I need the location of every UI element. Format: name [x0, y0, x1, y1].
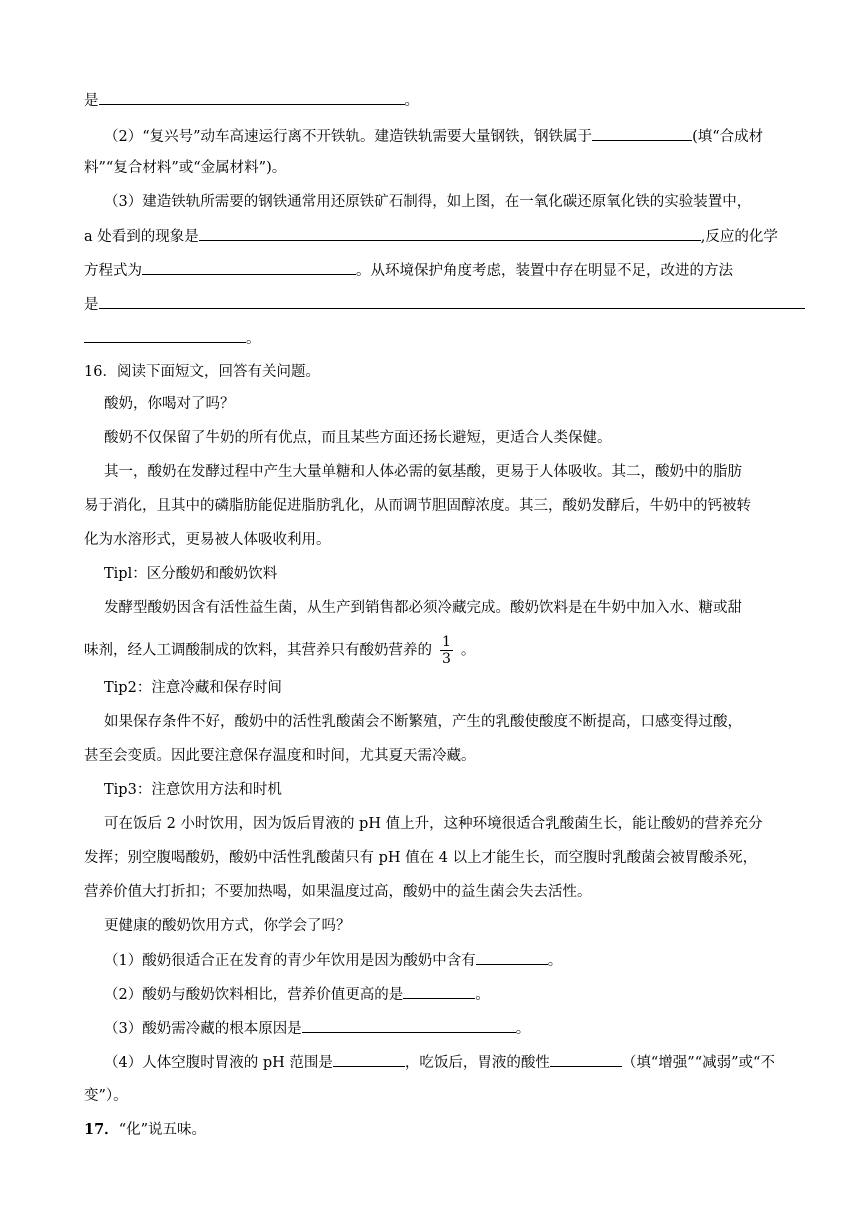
tip-1-paragraph-line-1: 发酵型酸奶因含有活性益生菌，从生产到销售都必须冷藏完成。酸奶饮料是在牛奶中加入水、糖或甜 [104, 600, 742, 616]
answer-blank[interactable] [333, 1052, 405, 1067]
question-15-3-line-3: 方程式为 。从环境保护角度考虑，装置中存在明显不足，改进的方法 [84, 260, 733, 281]
tip-2-paragraph-line-2: 甚至会变质。因此要注意保存温度和时间，尤其夏天需冷藏。 [84, 748, 476, 764]
tip-3-heading: Tip3：注意饮用方法和时机 [104, 782, 282, 798]
answer-blank[interactable] [199, 226, 701, 241]
question-15-3-line-5: 。 [84, 328, 261, 349]
answer-blank[interactable] [403, 984, 475, 999]
answer-blank[interactable] [99, 90, 405, 105]
article-paragraph-2-line-3: 化为水溶形式，更易被人体吸收利用。 [84, 532, 331, 548]
answer-blank[interactable] [550, 1052, 622, 1067]
tip-3-paragraph-line-2: 发挥；别空腹喝酸奶，酸奶中活性乳酸菌只有 pH 值在 4 以上才能生长，而空腹时乳酸菌会被胃酸杀死， [84, 850, 758, 866]
article-closing: 更健康的酸奶饮用方式，你学会了吗？ [104, 918, 351, 934]
question-17-header: 17．“化”说五味。 [84, 1121, 207, 1138]
question-15-2-line-2: 料”“复合材料”或“金属材料”)。 [84, 160, 287, 176]
question-15-3-line-2: a 处看到的现象是 ,反应的化学 [84, 226, 778, 247]
tip-2-heading: Tip2：注意冷藏和保存时间 [104, 680, 282, 696]
question-16-1: （1）酸奶很适合正在发育的青少年饮用是因为酸奶中含有 。 [104, 950, 562, 971]
tip-3-paragraph-line-3: 营养价值大打折扣；不要加热喝，如果温度过高，酸奶中的益生菌会失去活性。 [84, 884, 592, 900]
question-15-3-line-4: 是 [84, 294, 805, 315]
tip-2-paragraph-line-1: 如果保存条件不好，酸奶中的活性乳酸菌会不断繁殖，产生的乳酸使酸度不断提高，口感变得过酸， [104, 714, 742, 730]
answer-blank[interactable] [302, 1018, 516, 1033]
article-paragraph-1: 酸奶不仅保留了牛奶的所有优点，而且某些方面还扬长避短，更适合人类保健。 [104, 430, 612, 446]
answer-blank[interactable] [99, 294, 805, 309]
answer-blank[interactable] [84, 328, 246, 343]
article-paragraph-2-line-1: 其一，酸奶在发酵过程中产生大量单糖和人体必需的氨基酸，更易于人体吸收。其二，酸奶中的脂肪 [104, 464, 742, 480]
answer-blank[interactable] [142, 260, 356, 275]
article-paragraph-2-line-2: 易于消化，且其中的磷脂肪能促进脂肪乳化，从而调节胆固醇浓度。其三，酸奶发酵后，牛奶中的钙被转 [84, 498, 751, 514]
question-16-2: （2）酸奶与酸奶饮料相比，营养价值更高的是 。 [104, 984, 490, 1005]
answer-blank[interactable] [592, 126, 692, 141]
question-15-2-line-1: （2）“复兴号”动车高速运行离不开铁轨。建造铁轨需要大量钢铁，钢铁属于 (填“合成材 [104, 126, 763, 147]
question-16-4-line-1: （4）人体空腹时胃液的 pH 范围是 ，吃饭后，胃液的酸性 （填“增强”“减弱”或“不 [104, 1052, 775, 1073]
question-15-3-line-1: （3）建造铁轨所需要的钢铁通常用还原铁矿石制得，如上图，在一氧化碳还原氧化铁的实验装置中， [104, 194, 752, 210]
fraction-one-third: $\frac{1}{3}$ [442, 634, 451, 667]
article-heading: 酸奶，你喝对了吗？ [104, 396, 235, 412]
answer-line-q15-1: 是 。 [84, 90, 419, 111]
question-16-3: （3）酸奶需冷藏的根本原因是 。 [104, 1018, 530, 1039]
answer-blank[interactable] [476, 950, 548, 965]
question-16-4-line-2: 变”）。 [84, 1088, 128, 1104]
question-16-header: 16．阅读下面短文，回答有关问题。 [84, 364, 320, 380]
tip-3-paragraph-line-1: 可在饭后 2 小时饮用，因为饭后胃液的 pH 值上升，这种环境很适合乳酸菌生长，能让酸奶的营养充分 [104, 816, 763, 832]
tip-1-heading: Tipl：区分酸奶和酸奶饮料 [104, 566, 278, 582]
tip-1-paragraph-line-2: 味剂，经人工调酸制成的饮料，其营养只有酸奶营养的 $\frac{1}{3}$ 。 [84, 634, 476, 667]
